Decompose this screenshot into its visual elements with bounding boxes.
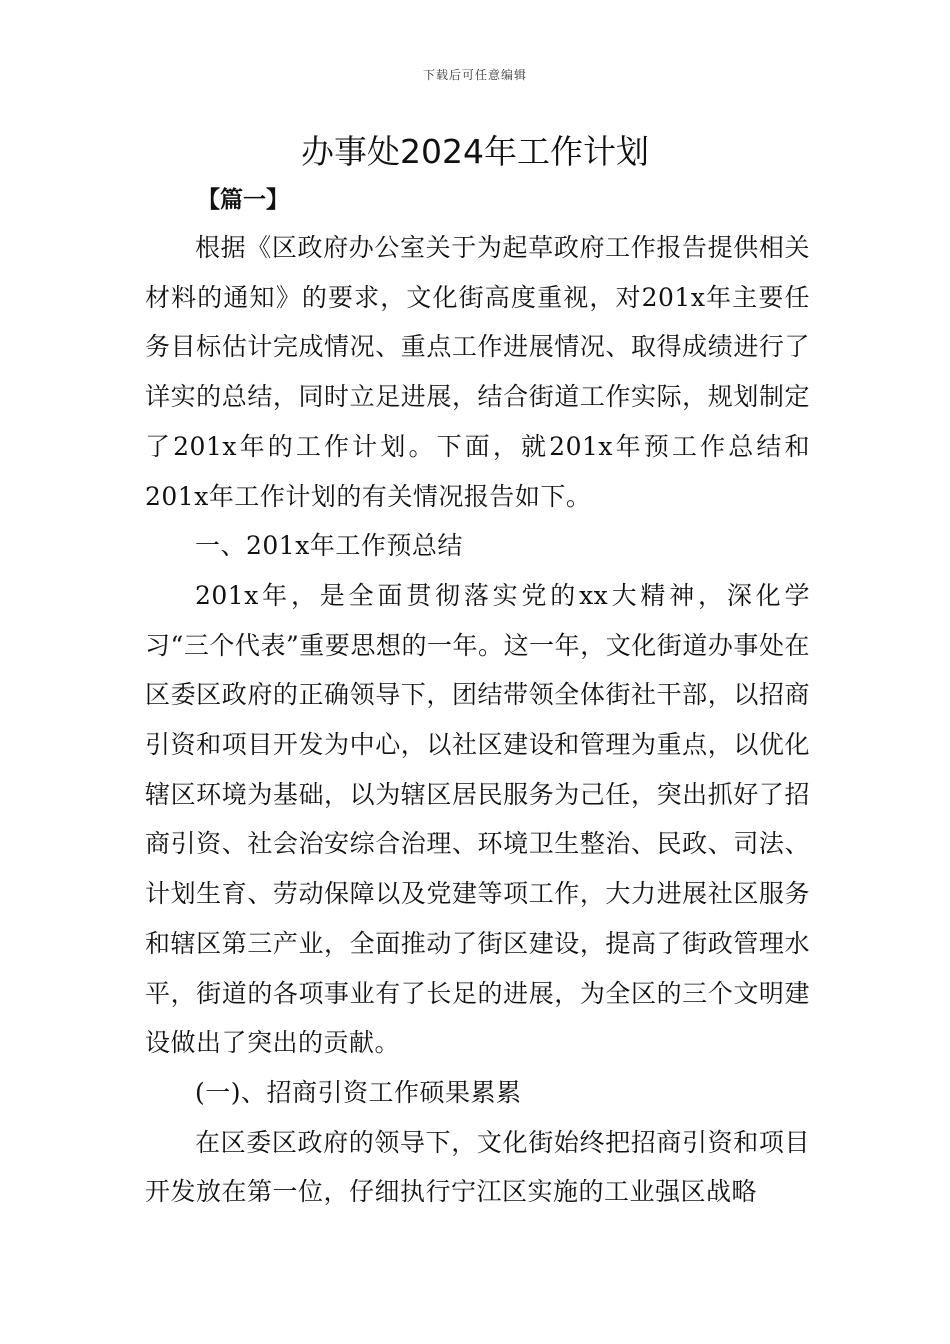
paragraph-investment: 在区委区政府的领导下，文化街始终把招商引资和项目开发放在第一位，仔细执行宁江区实施的工业强区战略 [145, 1127, 810, 1207]
paragraph-intro: 根据《区政府办公室关于为起草政府工作报告提供相关材料的通知》的要求，文化街高度重视，对201x年主要任务目标估计完成情况、重点工作进展情况、取得成绩进行了详实的总结，同时立足进展，结合街道工作实际，规划制定了201x年的工作计划。下面，就201x年预工作总结和201x年工作计划的有关情况报告如下。 [145, 233, 810, 511]
document-body [145, 223, 810, 1217]
header-note: 下载后可任意编辑 [422, 68, 527, 82]
subsection-heading-investment: (一)、招商引资工作硕果累累 [195, 1077, 522, 1107]
document-title: 办事处2024年工作计划 [301, 132, 649, 171]
section-heading-summary: 一、201x年工作预总结 [195, 531, 463, 561]
paragraph-summary: 201x年，是全面贯彻落实党的xx大精神，深化学习“三个代表”重要思想的一年。这一年，文化街道办事处在区委区政府的正确领导下，团结带领全体街社干部，以招商引资和项目开发为中心，以社区建设和管理为重点，以优化辖区环境为基础，以为辖区居民服务为己任，突出抓好了招商引资、社会治安综合治理、环境卫生整治、民政、司法、计划生育、劳动保障以及党建等项工作，大力进展社区服务和辖区第三产业，全面推动了街区建设，提高了街政管理水平，街道的各项事业有了长足的进展，为全区的三个文明建设做出了突出的贡献。 [145, 580, 810, 1058]
section-mark: 【篇一】 [197, 187, 289, 213]
